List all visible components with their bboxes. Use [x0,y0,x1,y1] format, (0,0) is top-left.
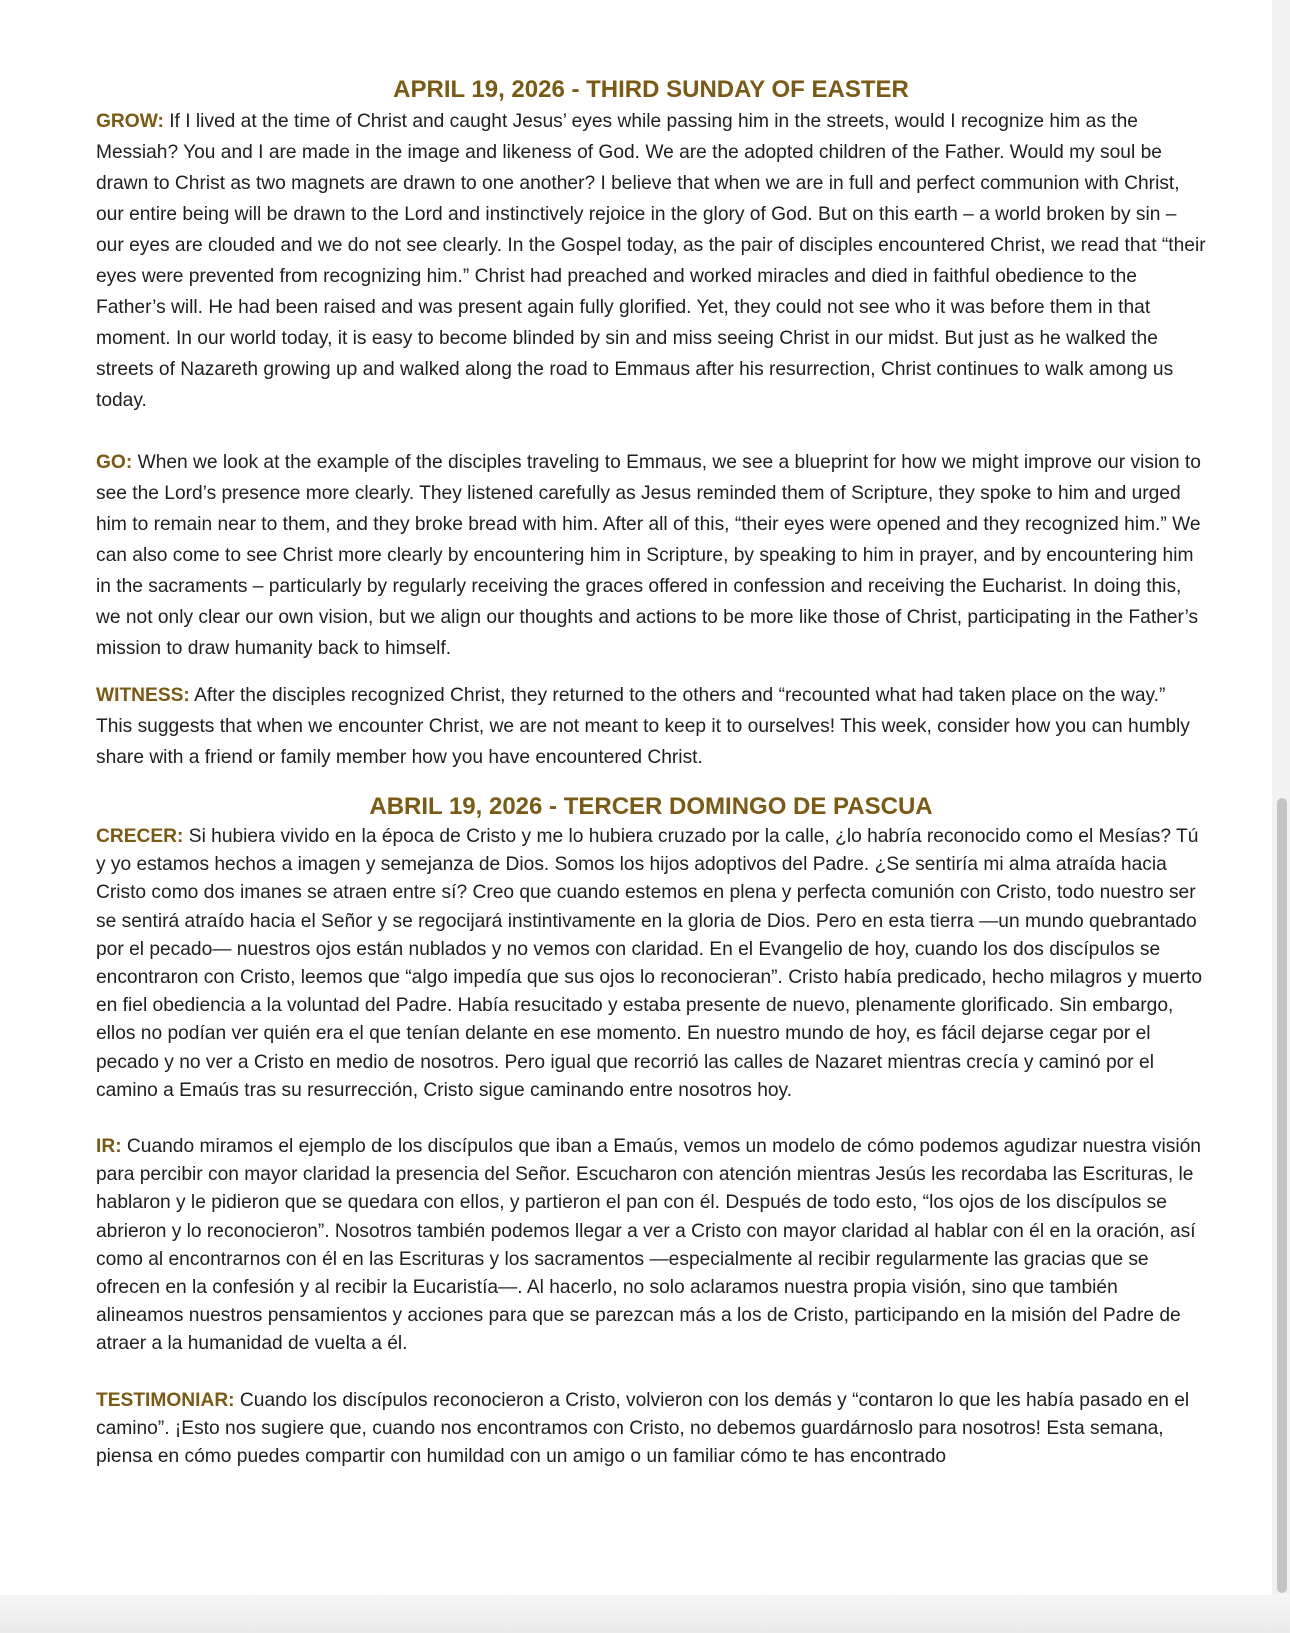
crecer-text: Si hubiera vivido en la época de Cristo y me lo hubiera cruzado por la calle, ¿lo habría reconocido como el Mesías? Tú y yo estamos hechos a imagen y semejanza de Dios. Somos los hijos adoptivos del Padre. ¿Se sentiría mi alma atraída hacia Cristo como dos imanes se atraen entre sí? Creo que cuando estemos en plena y perfecta comunión con Cristo, todo nuestro ser se sentirá atraído hacia el Señor y se regocijará instintivamente en la gloria de Dios. Pero en esta tierra —un mundo quebrantado por el pecado— nuestros ojos están nublados y no vemos con claridad. En el Evangelio de hoy, cuando los dos discípulos se encontraron con Cristo, leemos que “algo impedía que sus ojos lo reconocieran”. Cristo había predicado, hecho milagros y muerto en fiel obediencia a la voluntad del Padre. Había resucitado y estaba presente de nuevo, plenamente glorificado. Sin embargo, ellos no podían ver quién era el que tenían delante en ese momento. En nuestro mundo de hoy, es fácil dejarse cegar por el pecado y no ver a Cristo en medio de nosotros. Pero igual que recorrió las calles de Nazaret mientras crecía y caminó por el camino a Emaús tras su resurrección, Cristo sigue caminando entre nosotros hoy. [96,826,1202,1101]
ir-label: IR: [96,1136,122,1158]
document-content [96,74,1206,1471]
grow-label: GROW: [96,111,164,132]
witness-paragraph [96,680,1206,773]
grow-paragraph [96,106,1206,416]
testimoniar-paragraph [96,1387,1206,1472]
vertical-scrollbar[interactable] [1272,0,1290,1633]
go-label: GO: [96,452,133,473]
crecer-paragraph [96,823,1206,1105]
ir-text: Cuando miramos el ejemplo de los discípulos que iban a Emaús, vemos un modelo de cómo podemos agudizar nuestra visión para percibir con mayor claridad la presencia del Señor. Escucharon con atención mientras Jesús les recordaba las Escrituras, le hablaron y le pidieron que se quedara con ellos, y partieron el pan con él. Después de todo esto, “los ojos de los discípulos se abrieron y lo reconocieron”. Nosotros también podemos llegar a ver a Cristo con mayor claridad al hablar con él en la oración, así como al encontrarnos con él en las Escrituras y los sacramentos —especialmente al recibir regularmente las gracias que se ofrecen en la confesión y al recibir la Eucaristía—. Al hacerlo, no solo aclaramos nuestra propia visión, sino que también alineamos nuestros pensamientos y acciones para que se parezcan más a los de Cristo, participando en la misión del Padre de atraer a la humanidad de vuelta a él. [96,1136,1201,1355]
testimoniar-label: TESTIMONIAR: [96,1389,235,1411]
english-heading: APRIL 19, 2026 - THIRD SUNDAY OF EASTER [393,76,909,103]
scrollbar-thumb[interactable] [1277,798,1287,1593]
ir-paragraph [96,1133,1206,1359]
testimoniar-text: Cuando los discípulos reconocieron a Cristo, volvieron con los demás y “contaron lo que les había pasado en el camino”. ¡Esto nos sugiere que, cuando nos encontramos con Cristo, no debemos guardárnoslo para nosotros! Esta semana, piensa en cómo puedes compartir con humildad con un amigo o un familiar cómo te has encontrado [96,1389,1190,1468]
witness-label: WITNESS: [96,685,190,706]
english-section [96,74,1206,773]
spanish-section [96,791,1206,1471]
grow-text: If I lived at the time of Christ and caught Jesus’ eyes while passing him in the streets, would I recognize him as the Messiah? You and I are made in the image and likeness of God. We are the adopted children of the Father. Would my soul be drawn to Christ as two magnets are drawn to one another? I believe that when we are in full and perfect communion with Christ, our entire being will be drawn to the Lord and instinctively rejoice in the glory of God. But on this earth – a world broken by sin – our eyes are clouded and we do not see clearly. In the Gospel today, as the pair of disciples encountered Christ, we read that “their eyes were prevented from recognizing him.” Christ had preached and worked miracles and died in faithful obedience to the Father’s will. He had been raised and was present again fully glorified. Yet, they could not see who it was before them in that moment. In our world today, it is easy to become blinded by sin and miss seeing Christ in our midst. But just as he walked the streets of Nazareth growing up and walked along the road to Emmaus after his resurrection, Christ continues to walk among us today. [96,111,1206,411]
crecer-label: CRECER: [96,826,184,847]
witness-text: After the disciples recognized Christ, they returned to the others and “recounted what had taken place on the way.” This suggests that when we encounter Christ, we are not meant to keep it to ourselves! This week, consider how you can humbly share with a friend or family member how you have encountered Christ. [96,685,1190,768]
spanish-heading: ABRIL 19, 2026 - TERCER DOMINGO DE PASCUA [369,793,933,820]
go-text: When we look at the example of the disciples traveling to Emmaus, we see a blueprint for how we might improve our vision to see the Lord’s presence more clearly. They listened carefully as Jesus reminded them of Scripture, they spoke to him and urged him to remain near to them, and they broke bread with him. After all of this, “their eyes were opened and they recognized him.” We can also come to see Christ more clearly by encountering him in Scripture, by speaking to him in prayer, and by encountering him in the sacraments – particularly by regularly receiving the graces offered in confession and receiving the Eucharist. In doing this, we not only clear our own vision, but we align our thoughts and actions to be more like those of Christ, participating in the Father’s mission to draw humanity back to himself. [96,452,1201,659]
bottom-fade-bar [0,1595,1290,1633]
go-paragraph [96,447,1206,664]
